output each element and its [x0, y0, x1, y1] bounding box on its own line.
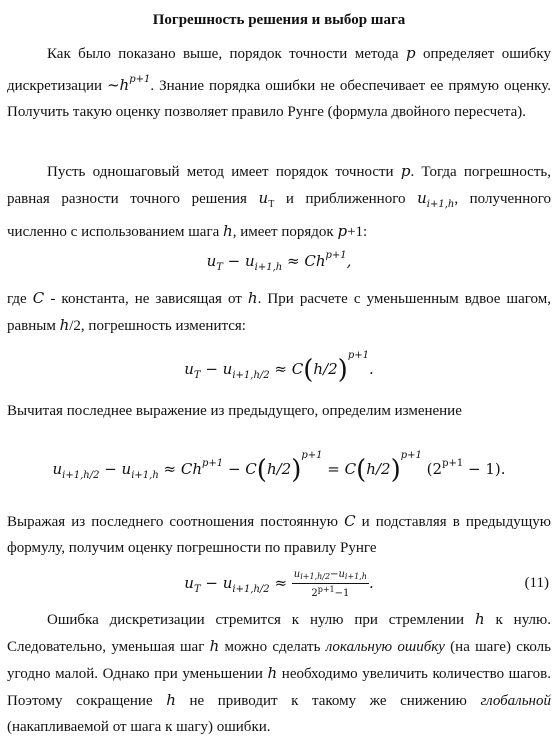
text: /2, погрешность изменится: [69, 318, 246, 334]
fraction-numerator [292, 569, 369, 584]
math-subscript: T [193, 584, 201, 595]
math-term: − 1). [463, 460, 506, 478]
math-subscript: T [268, 199, 275, 210]
text: Как было показано выше, порядок точности метода [47, 46, 406, 62]
formula-error-order [7, 250, 551, 273]
math-exponent: p+1 [202, 458, 224, 469]
math-var: h [209, 637, 220, 655]
math-subscript: i+1,h/2 [232, 370, 270, 381]
math-subscript: i+1,h [254, 262, 283, 273]
math-term: − C [223, 460, 257, 478]
paragraph-constant [7, 285, 551, 339]
math-term: − u [222, 252, 255, 270]
math-var: h [266, 460, 277, 478]
math-var: u [206, 252, 217, 270]
text: +1: [347, 224, 368, 240]
math-var: h [166, 691, 176, 709]
math-subscript: T [193, 370, 201, 381]
math-exponent: p+1 [301, 450, 323, 461]
math-term: (2 [426, 460, 443, 478]
math-var: C [344, 512, 356, 530]
math-subscript: T [216, 262, 223, 273]
text: к нулю. Следовательно, уменьшая шаг [7, 612, 551, 655]
math-subscript: i+1,h [131, 470, 159, 481]
math-term: /2 [375, 460, 391, 478]
math-var: h [267, 664, 278, 682]
math-punct: . [368, 574, 374, 592]
text: (накапливаемой от шага к шагу) ошибки. [7, 719, 271, 735]
paragraph-subtract: Вычитая последнее выражение из предыдущего, определим изменение [7, 403, 462, 419]
math-term: −1 [334, 587, 350, 599]
math-term: /2 [323, 360, 338, 378]
math-var: u [52, 460, 63, 478]
math-var: p [405, 44, 416, 62]
text: . Знание порядка ошибки не обеспечивает ее прямую оценку. Получить такую оценку позволяет правило Рунге (формула двойного пересчета). [7, 78, 551, 120]
paren: ) [291, 455, 302, 485]
text: не приводит к такому же снижению [175, 693, 481, 709]
math-term: ≈ Ch [282, 252, 326, 270]
math-term: − u [200, 574, 233, 592]
math-exponent: p+1 [325, 250, 347, 261]
math-var: h [366, 460, 376, 478]
math-subscript: i+1,h/2 [62, 470, 100, 481]
text: определяет ошибку дискретизации [7, 46, 551, 94]
paren: ( [303, 355, 314, 385]
text: можно сделать [219, 639, 326, 655]
math-var: u [258, 189, 269, 207]
emphasis-local-error: локальную ошибку [325, 639, 445, 655]
paren: ) [390, 455, 401, 485]
math-term: − u [99, 460, 132, 478]
formula-runge-rule [7, 568, 551, 598]
math-var: u [417, 189, 427, 207]
text: Выражая из последнего соотношения постоянную [7, 514, 345, 530]
text: где [7, 291, 33, 307]
paragraph-method [7, 158, 551, 245]
math-term: ≈ Ch [158, 460, 203, 478]
paren: ) [337, 355, 348, 385]
math-subscript: i+1,h [426, 199, 455, 210]
math-term: ≈ [269, 574, 292, 592]
math-term: = C [322, 460, 357, 478]
paren: ( [356, 455, 367, 485]
formula-half-step [7, 350, 551, 385]
math-term: ≈ C [269, 360, 304, 378]
paragraph-intro [7, 40, 551, 125]
math-var: h [247, 289, 258, 307]
text: . Тогда погрешность, равная разности точного решения [7, 164, 551, 207]
math-var: ~h [106, 76, 130, 94]
text: - константа, не зависящая от [44, 291, 248, 307]
text: и приближенного [274, 191, 418, 207]
text: и подставляя в предыдущую формулу, получим оценку погрешности по правилу Рунге [7, 514, 551, 556]
math-var: u [184, 574, 194, 592]
math-term: −u [330, 568, 345, 580]
text: (на шаге) сколь угодно малой. Однако при уменьшении [7, 639, 552, 682]
math-exponent: p+1 [442, 458, 464, 469]
math-var: h [474, 610, 485, 628]
math-var: C [32, 289, 45, 307]
paragraph-runge [7, 508, 551, 561]
math-term: − u [200, 360, 233, 378]
math-punct: , [346, 252, 352, 270]
math-term: 2 [311, 587, 318, 599]
paren: ( [256, 455, 267, 485]
math-exponent: p+1 [129, 74, 151, 85]
fraction [292, 569, 369, 600]
emphasis-global-error: глобальной [480, 693, 551, 709]
math-exponent: p+1 [317, 584, 335, 594]
text: . При расчете с уменьшенным вдвое шагом, равным [7, 291, 551, 334]
math-exponent: p+1 [347, 350, 369, 361]
equation-number: (11) [524, 575, 549, 591]
text: Пусть одношаговый метод имеет порядок точности [47, 164, 401, 180]
math-var: h [223, 222, 233, 240]
section-title: Погрешность решения и выбор шага [152, 12, 406, 28]
text: , полученного численно с использованием шага [7, 191, 551, 240]
text: необходимо увеличить количество шагов. Поэтому сокращение [7, 666, 551, 709]
fraction-denominator [292, 584, 369, 600]
formula-difference [7, 450, 551, 485]
math-punct: . [368, 360, 374, 378]
math-term: /2 [276, 460, 292, 478]
math-var: u [293, 568, 301, 580]
text: Ошибка дискретизации стремится к нулю при стремлении [47, 612, 475, 628]
math-subscript: i+1,h [344, 571, 367, 581]
math-exponent: p+1 [400, 450, 422, 461]
math-subscript: i+1,h/2 [300, 571, 331, 581]
math-subscript: i+1,h/2 [232, 584, 270, 595]
math-var: u [184, 360, 194, 378]
math-var: p [337, 222, 348, 240]
text: , имеет порядок [232, 224, 338, 240]
math-var: h [313, 360, 324, 378]
math-var: p [400, 162, 411, 180]
paragraph-conclusion [7, 606, 551, 740]
math-var: h [59, 316, 70, 334]
